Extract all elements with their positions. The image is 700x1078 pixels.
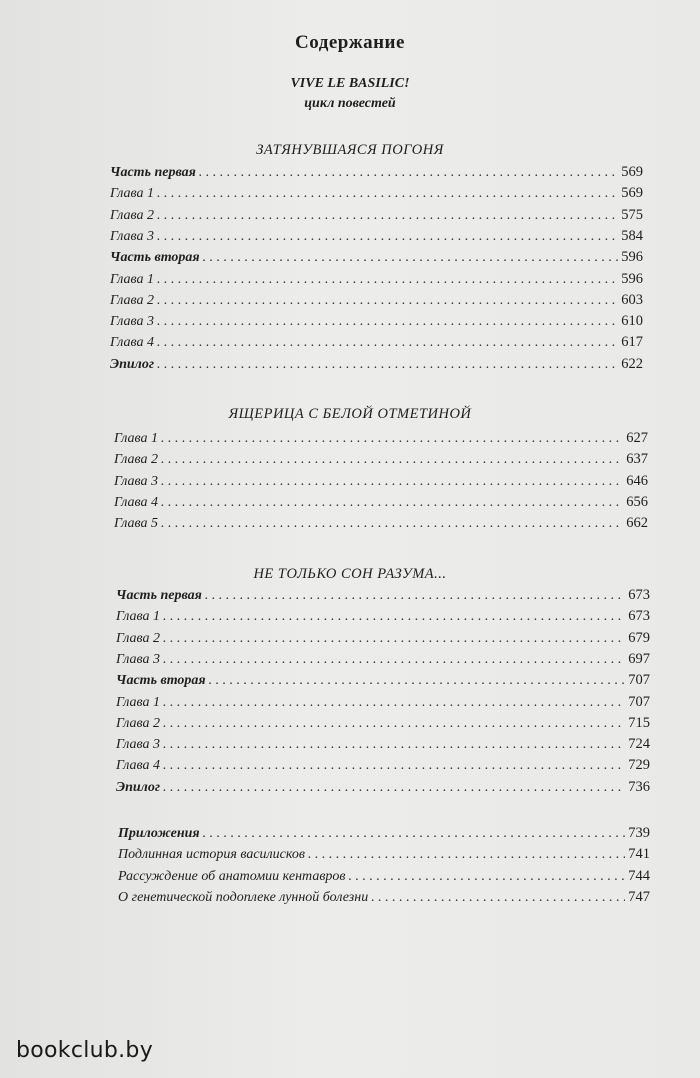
toc-entry-label: Приложения [118, 826, 200, 841]
dot-leader [157, 312, 618, 332]
section-heading: ЯЩЕРИЦА С БЕЛОЙ ОТМЕТИНОЙ [228, 406, 472, 422]
toc-entry-page: 656 [626, 493, 648, 510]
dot-leader [348, 867, 625, 887]
toc-entry-page: 697 [628, 650, 650, 667]
toc-entry-page: 610 [621, 313, 643, 330]
toc-entry-page: 596 [621, 249, 643, 266]
site-watermark: bookclub.by [16, 1038, 154, 1063]
dot-leader [199, 163, 618, 183]
toc-entry [110, 226, 643, 246]
toc-entry-label: Эпилог [116, 779, 161, 795]
toc-entry [116, 606, 650, 626]
dot-leader [163, 650, 625, 670]
toc-entry-page: 707 [628, 693, 650, 710]
dot-leader [371, 888, 625, 908]
toc-entry [114, 428, 648, 448]
cycle-subtitle: цикл повестей [304, 96, 396, 111]
toc-entry [114, 471, 648, 491]
toc-entry-page: 569 [621, 185, 643, 202]
dot-leader [157, 333, 618, 353]
dot-leader [157, 355, 618, 375]
toc-entry [116, 670, 650, 690]
toc-entry [110, 247, 643, 267]
toc-entry-page: 707 [628, 672, 650, 689]
toc-entry [110, 269, 643, 289]
toc-entry-page: 679 [628, 629, 650, 646]
toc-entry-page: 662 [626, 515, 648, 532]
toc-entry [110, 183, 643, 203]
dot-leader [203, 248, 619, 268]
toc-entry-page: 673 [628, 608, 650, 625]
toc-entry [110, 162, 643, 182]
dot-leader [157, 227, 618, 247]
toc-entry-label: Глава 2 [116, 715, 160, 731]
toc-entry-label: Глава 3 [116, 737, 160, 753]
toc-entry [114, 513, 648, 533]
toc-entry-label: О генетической подоплеке лунной болезни [118, 889, 369, 905]
toc-entry-label: Глава 4 [116, 758, 160, 774]
toc-entry-label: Глава 1 [114, 431, 158, 446]
toc-entry [110, 290, 643, 310]
dot-leader [157, 184, 618, 204]
dot-leader [163, 735, 625, 755]
toc-entry-label: Глава 3 [116, 651, 160, 667]
toc-entry [118, 887, 650, 907]
dot-leader [203, 824, 626, 844]
toc-entry-page: 646 [626, 472, 648, 489]
toc-entry [118, 823, 650, 843]
toc-entry-page: 736 [628, 778, 650, 795]
toc-entry-label: Глава 1 [116, 609, 160, 625]
toc-entry-page: 715 [628, 714, 650, 731]
toc-entry-label: Глава 3 [110, 228, 154, 244]
dot-leader [161, 429, 623, 449]
dot-leader [163, 756, 625, 776]
toc-entry-label: Часть первая [110, 165, 196, 180]
dot-leader [163, 693, 625, 713]
toc-entry-label: Глава 2 [110, 292, 154, 308]
toc-entry [118, 844, 650, 864]
toc-entry-page: 627 [626, 430, 648, 446]
toc-entry-label: Глава 2 [116, 630, 160, 646]
dot-leader [163, 629, 625, 649]
toc-entry-page: 741 [628, 846, 650, 863]
toc-entry-page: 637 [626, 451, 648, 468]
toc-entry [116, 692, 650, 712]
toc-entry [116, 777, 650, 797]
toc-entry [118, 866, 650, 886]
dot-leader [163, 607, 625, 627]
toc-entry-page: 747 [628, 888, 650, 905]
dot-leader [163, 778, 625, 798]
dot-leader [157, 206, 618, 226]
dot-leader [161, 450, 623, 470]
dot-leader [163, 714, 625, 734]
toc-entry-label: Часть первая [116, 588, 202, 603]
toc-entry [116, 734, 650, 754]
cycle-title: VIVE LE BASILIC! [290, 76, 410, 91]
toc-entry-label: Глава 2 [114, 452, 158, 468]
toc-entry-page: 729 [628, 757, 650, 774]
section-heading: ЗАТЯНУВШАЯСЯ ПОГОНЯ [256, 142, 444, 158]
toc-entry-page: 673 [628, 587, 650, 603]
toc-entry-label: Глава 1 [110, 271, 154, 287]
toc-entry-label: Часть вторая [110, 250, 200, 266]
toc-entry-page: 575 [621, 206, 643, 223]
dot-leader [157, 270, 618, 290]
toc-entry-label: Глава 4 [114, 494, 158, 510]
toc-entry-label: Глава 3 [110, 314, 154, 330]
page-title: Содержание [295, 32, 405, 53]
dot-leader [161, 493, 623, 513]
toc-entry [116, 628, 650, 648]
toc-entry [116, 755, 650, 775]
dot-leader [308, 845, 625, 865]
toc-entry-label: Глава 2 [110, 207, 154, 223]
toc-entry [116, 713, 650, 733]
toc-entry-page: 569 [621, 164, 643, 180]
dot-leader [161, 472, 623, 492]
toc-entry-label: Глава 1 [110, 186, 154, 202]
toc-entry [110, 354, 643, 374]
toc-entry-page: 739 [628, 825, 650, 841]
dot-leader [157, 291, 618, 311]
toc-entry [116, 585, 650, 605]
toc-entry-page: 724 [628, 736, 650, 753]
toc-entry [110, 205, 643, 225]
toc-entry [114, 492, 648, 512]
toc-entry-page: 617 [621, 334, 643, 351]
toc-entry-page: 584 [621, 227, 643, 244]
toc-entry [110, 311, 643, 331]
toc-entry-label: Глава 5 [114, 516, 158, 532]
toc-entry-page: 596 [621, 270, 643, 287]
toc-entry-page: 622 [621, 355, 643, 372]
dot-leader [161, 514, 623, 534]
toc-entry-label: Глава 1 [116, 694, 160, 710]
toc-entry-label: Подлинная история василисков [118, 847, 305, 863]
toc-entry [110, 332, 643, 352]
toc-entry-label: Глава 4 [110, 335, 154, 351]
toc-entry-label: Часть вторая [116, 673, 206, 689]
toc-entry-label: Эпилог [110, 356, 155, 372]
toc-entry-page: 744 [628, 867, 650, 884]
toc-entry [116, 649, 650, 669]
dot-leader [209, 671, 626, 691]
toc-entry-label: Рассуждение об анатомии кентавров [118, 868, 346, 884]
toc-entry [114, 449, 648, 469]
toc-entry-label: Глава 3 [114, 473, 158, 489]
toc-entry-page: 603 [621, 291, 643, 308]
dot-leader [205, 586, 625, 606]
section-heading: НЕ ТОЛЬКО СОН РАЗУМА... [253, 566, 447, 582]
cycle-heading [0, 74, 700, 114]
